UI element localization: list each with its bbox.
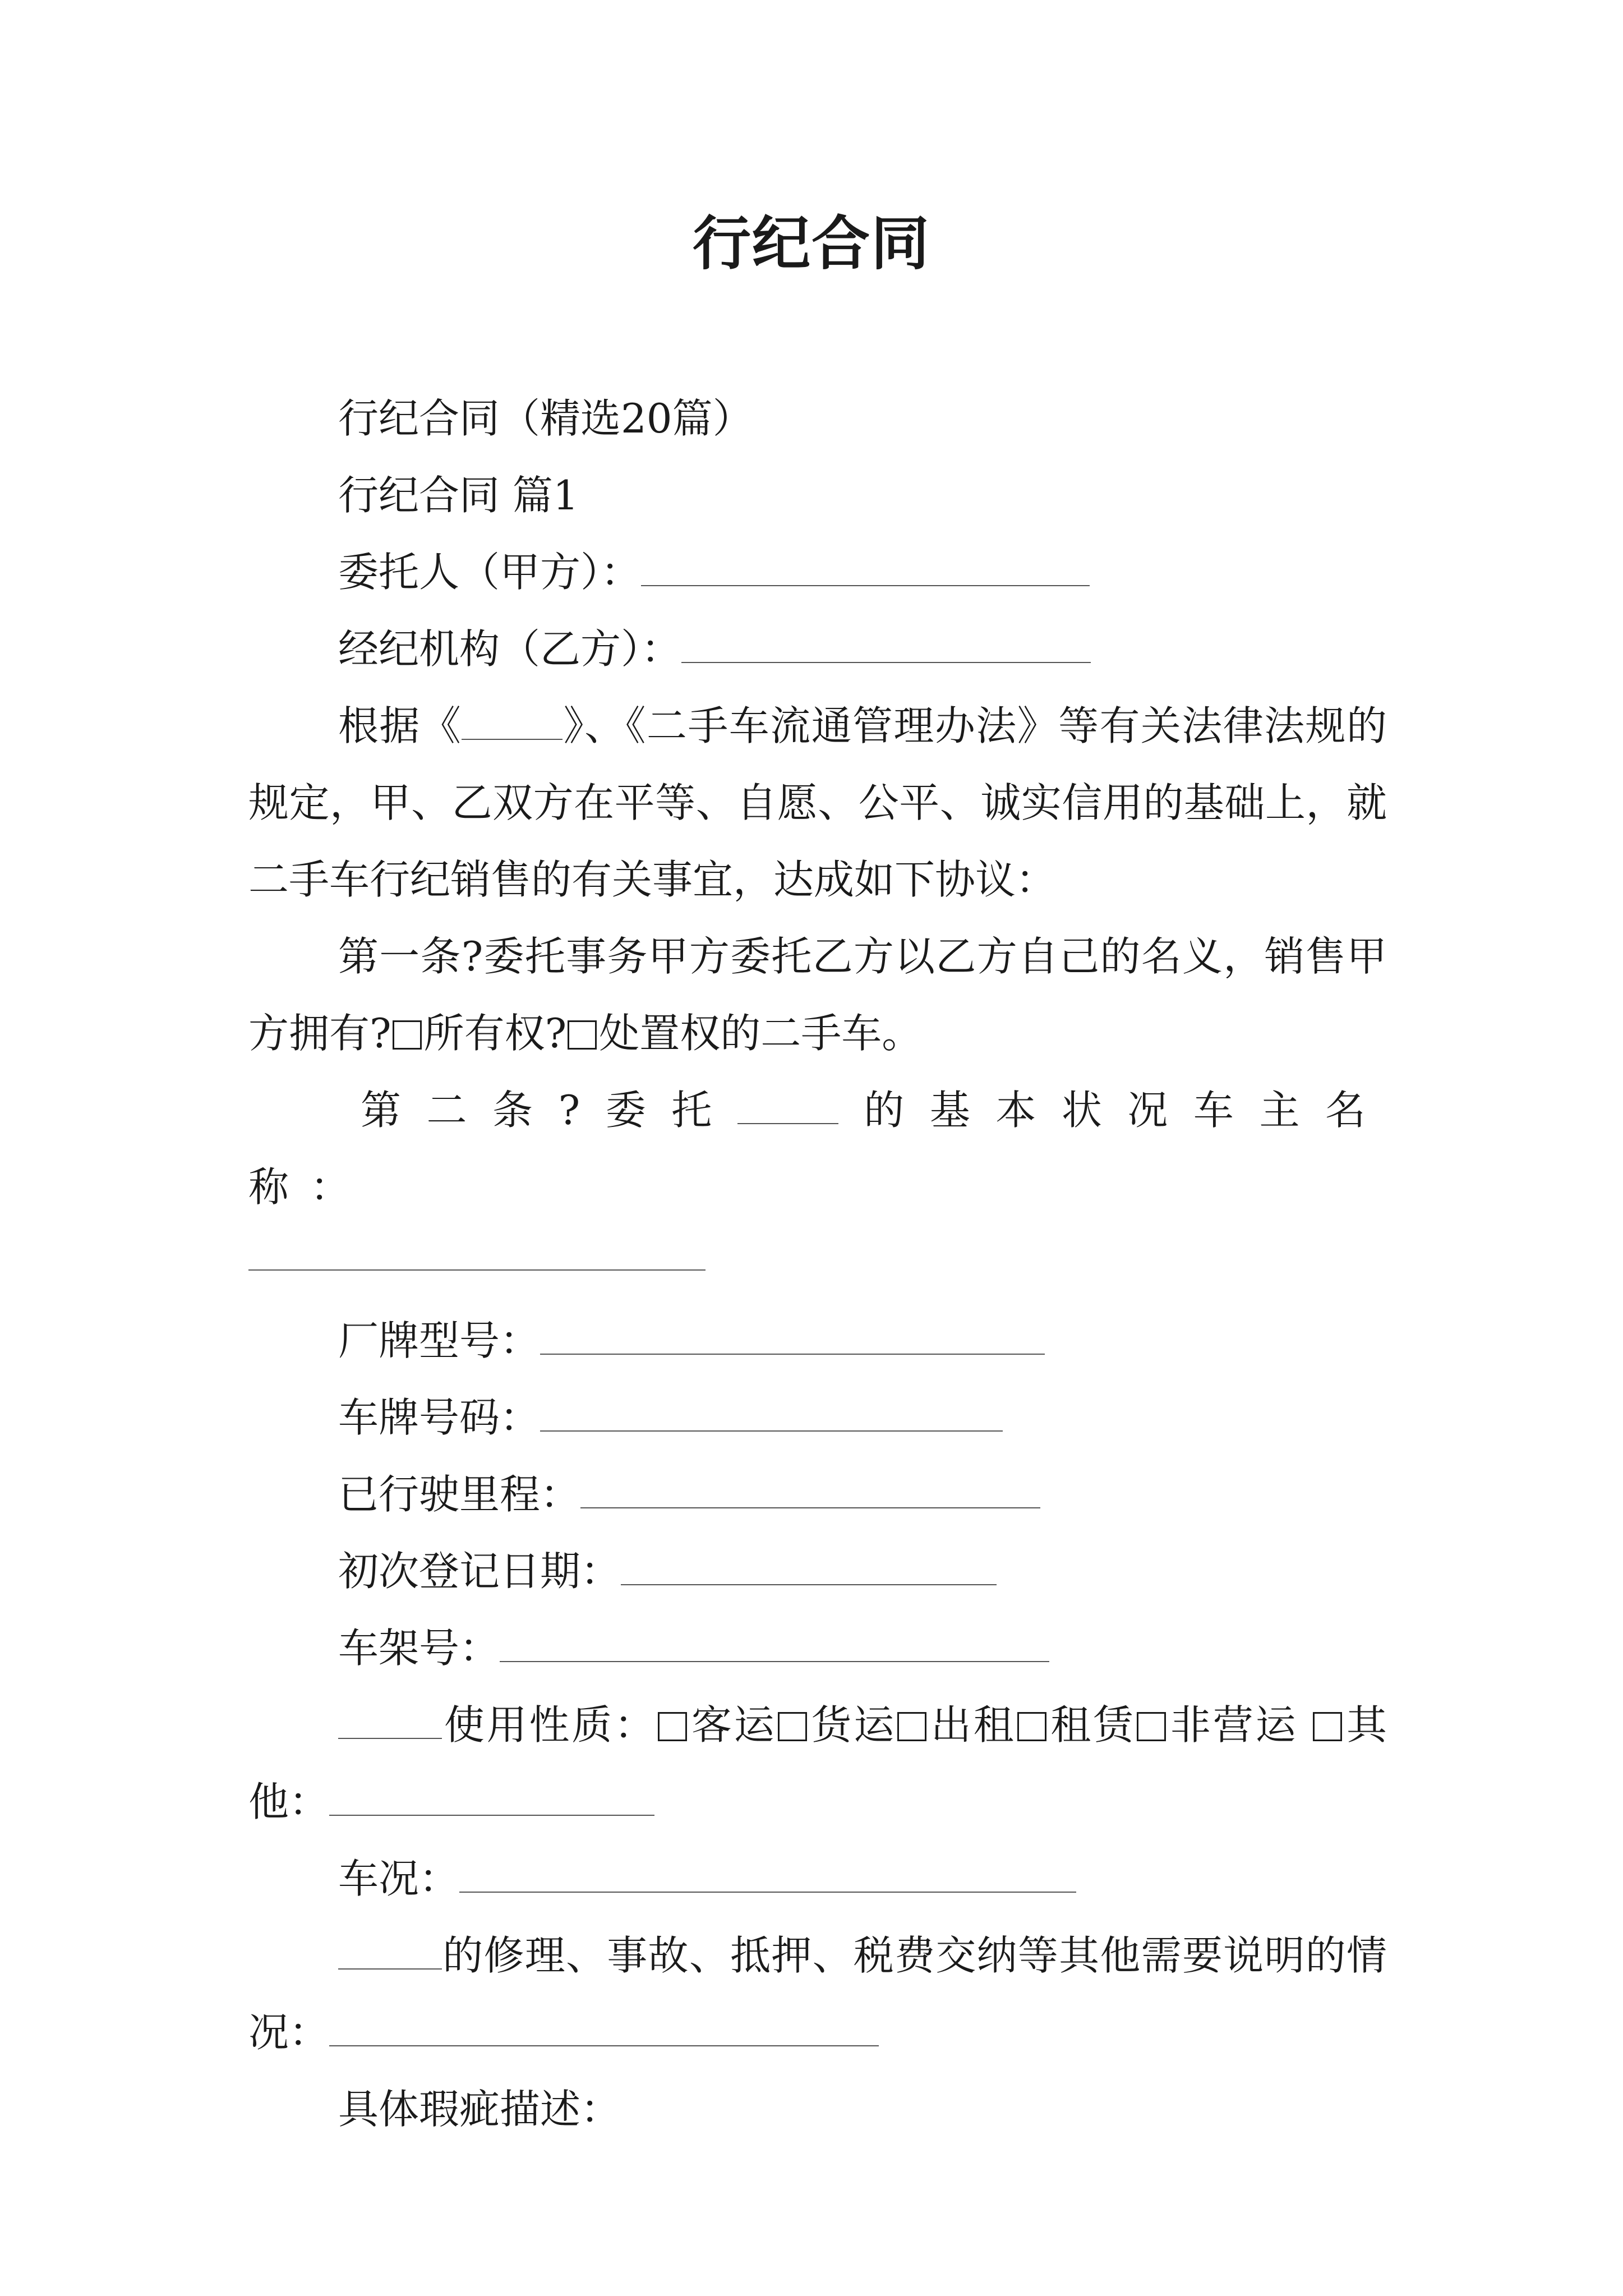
- checkbox-ownership[interactable]: [393, 1020, 422, 1050]
- article-1: 第一条?委托事务甲方委托乙方以乙方自己的名义，销售甲方拥有? 所有权? 处置权的二手车。: [248, 933, 1387, 1057]
- repair-blank: [329, 2012, 879, 2046]
- checkbox-lease[interactable]: [1017, 1712, 1046, 1741]
- party-b-line: [248, 611, 1387, 688]
- checkbox-passenger[interactable]: [658, 1712, 687, 1741]
- checkbox-other[interactable]: [1313, 1712, 1342, 1741]
- usage-other-blank: [329, 1781, 654, 1816]
- party-a-label: 委托人（甲方）：: [338, 549, 642, 596]
- vehicle-blank: [737, 1089, 838, 1124]
- repair-line: 的修理、事故、抵押、税费交纳等其他需要说明的情况：: [248, 1932, 1387, 2056]
- register-date-blank: [621, 1550, 997, 1585]
- usage-line: 使用性质： 客运 货运 出租 租赁 非营运 其他：: [248, 1701, 1387, 1825]
- owner-name-line: [248, 1226, 1387, 1303]
- plate-number-blank: [540, 1397, 1003, 1432]
- defect-line: 具体瑕疵描述：: [338, 2086, 621, 2133]
- brand-model-line: 厂牌型号：: [248, 1303, 1387, 1379]
- brand-model-blank: [540, 1320, 1045, 1355]
- law-name-blank: [462, 705, 562, 740]
- checkbox-non-commercial[interactable]: [1137, 1712, 1166, 1741]
- document-title: 行纪合同: [692, 209, 930, 278]
- checkbox-freight[interactable]: [778, 1712, 807, 1741]
- checkbox-disposal[interactable]: [568, 1020, 597, 1050]
- party-b-label: 经纪机构（乙方）：: [338, 625, 682, 673]
- party-b-blank: [681, 628, 1091, 663]
- condition-line: 车况：: [248, 1841, 1387, 1917]
- subtitle: 行纪合同（精选20篇）: [338, 395, 753, 442]
- party-a-blank: [641, 551, 1090, 586]
- mileage-line: 已行驶里程：: [248, 1456, 1387, 1533]
- register-date-line: 初次登记日期：: [248, 1533, 1387, 1610]
- section-heading: 行纪合同 篇1: [338, 472, 579, 519]
- paragraph-basis: 根据《 》、《二手车流通管理办法》等有关法律法规的规定，甲、乙双方在平等、自愿、公平、诚实信用的基础上，就二手车行纪销售的有关事宜，达成如下协议：: [248, 702, 1387, 903]
- vin-blank: [500, 1627, 1049, 1662]
- checkbox-taxi[interactable]: [897, 1712, 926, 1741]
- document-body: [248, 380, 1387, 2148]
- article-2: 第二条?委托 的基本状况车主名称：: [248, 1087, 1387, 1211]
- usage-prefix-blank: [338, 1704, 442, 1739]
- owner-name-blank: [248, 1236, 706, 1271]
- party-a-line: [248, 534, 1387, 611]
- vin-line: 车架号：: [248, 1610, 1387, 1687]
- repair-prefix-blank: [338, 1935, 442, 1970]
- plate-number-line: 车牌号码：: [248, 1379, 1387, 1456]
- mileage-blank: [580, 1474, 1040, 1508]
- condition-blank: [459, 1858, 1076, 1893]
